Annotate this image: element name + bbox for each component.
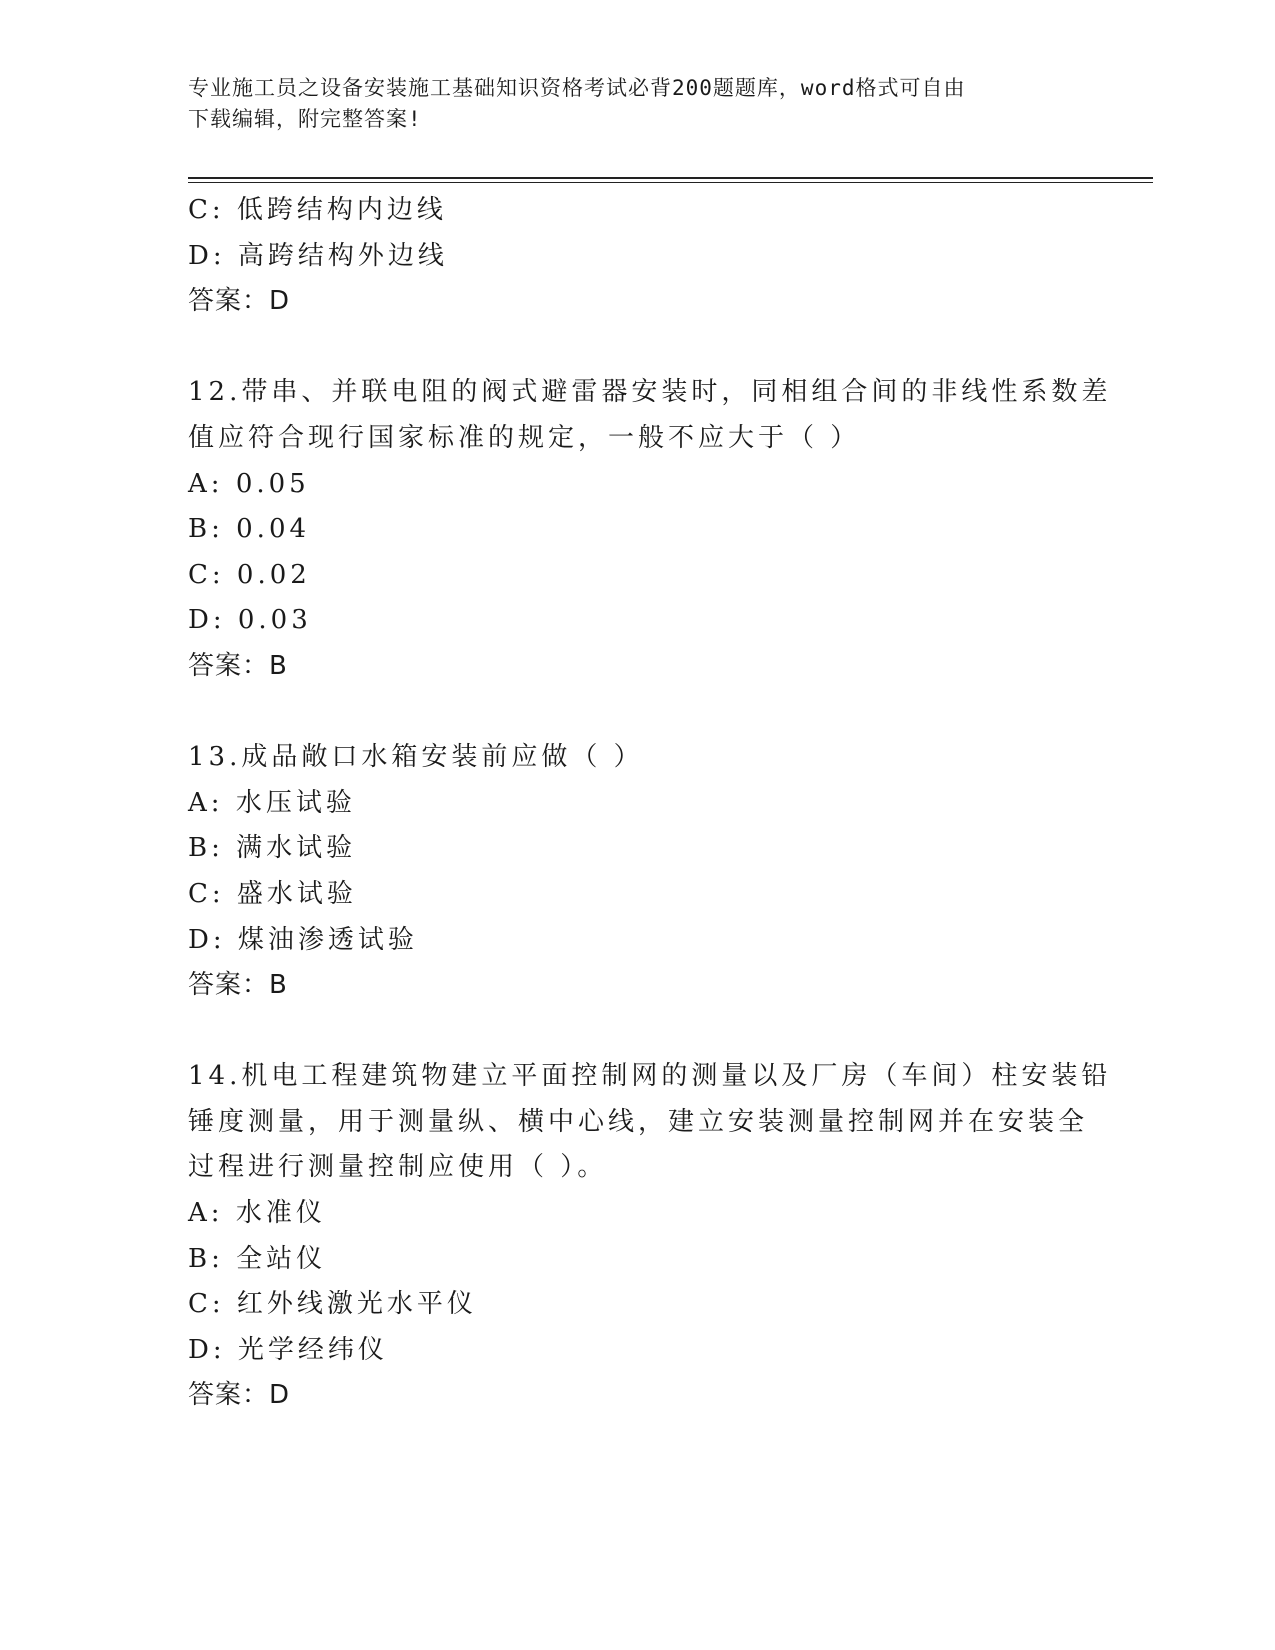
spacer bbox=[188, 1009, 1088, 1055]
question-stem-line: 12.带串、并联电阻的阀式避雷器安装时，同相组合间的非线性系数差 bbox=[188, 377, 1112, 408]
option-d: D: 高跨结构外边线 bbox=[188, 240, 448, 271]
option-a: A: 0.05 bbox=[188, 468, 310, 499]
answer-line: 答案：B bbox=[188, 970, 288, 1001]
option-d: D: 光学经纬仪 bbox=[188, 1334, 388, 1365]
prev-question bbox=[188, 188, 1088, 325]
option-c: C: 红外线激光水平仪 bbox=[188, 1289, 477, 1320]
header-rule-thick bbox=[188, 177, 1153, 179]
option-b: B: 全站仪 bbox=[188, 1243, 327, 1274]
header-line-1: 专业施工员之设备安装施工基础知识资格考试必背200题题库，word格式可自由 bbox=[188, 76, 966, 100]
question-stem-line: 过程进行测量控制应使用（ ）。 bbox=[188, 1152, 608, 1183]
header-rule-thin bbox=[188, 182, 1153, 183]
option-d: D: 0.03 bbox=[188, 605, 312, 636]
question-13 bbox=[188, 735, 1088, 1009]
option-c: C: 0.02 bbox=[188, 559, 311, 590]
question-stem-line: 值应符合现行国家标准的规定，一般不应大于（ ） bbox=[188, 422, 861, 453]
option-a: A: 水压试验 bbox=[188, 787, 356, 818]
option-b: B: 0.04 bbox=[188, 514, 311, 545]
answer-line: 答案：B bbox=[188, 650, 288, 681]
spacer bbox=[188, 325, 1088, 371]
question-body bbox=[188, 188, 1112, 1419]
question-stem-line: 14.机电工程建筑物建立平面控制网的测量以及厂房（车间）柱安装铅 bbox=[188, 1061, 1112, 1092]
header-line-2: 下载编辑，附完整答案! bbox=[188, 107, 422, 131]
question-12 bbox=[188, 370, 1112, 689]
option-d: D: 煤油渗透试验 bbox=[188, 924, 418, 955]
question-stem-line: 锤度测量，用于测量纵、横中心线，建立安装测量控制网并在安装全 bbox=[188, 1106, 1089, 1137]
question-14 bbox=[188, 1054, 1112, 1419]
document-header bbox=[188, 73, 1088, 135]
question-stem-line: 13.成品敞口水箱安装前应做（ ） bbox=[188, 742, 644, 773]
answer-line: 答案：D bbox=[188, 1380, 291, 1411]
option-a: A: 水准仪 bbox=[188, 1198, 326, 1229]
option-c: C: 盛水试验 bbox=[188, 878, 357, 909]
option-c: C: 低跨结构内边线 bbox=[188, 195, 447, 225]
option-b: B: 满水试验 bbox=[188, 833, 357, 864]
spacer bbox=[188, 690, 1088, 736]
answer-line: 答案：D bbox=[188, 286, 291, 317]
